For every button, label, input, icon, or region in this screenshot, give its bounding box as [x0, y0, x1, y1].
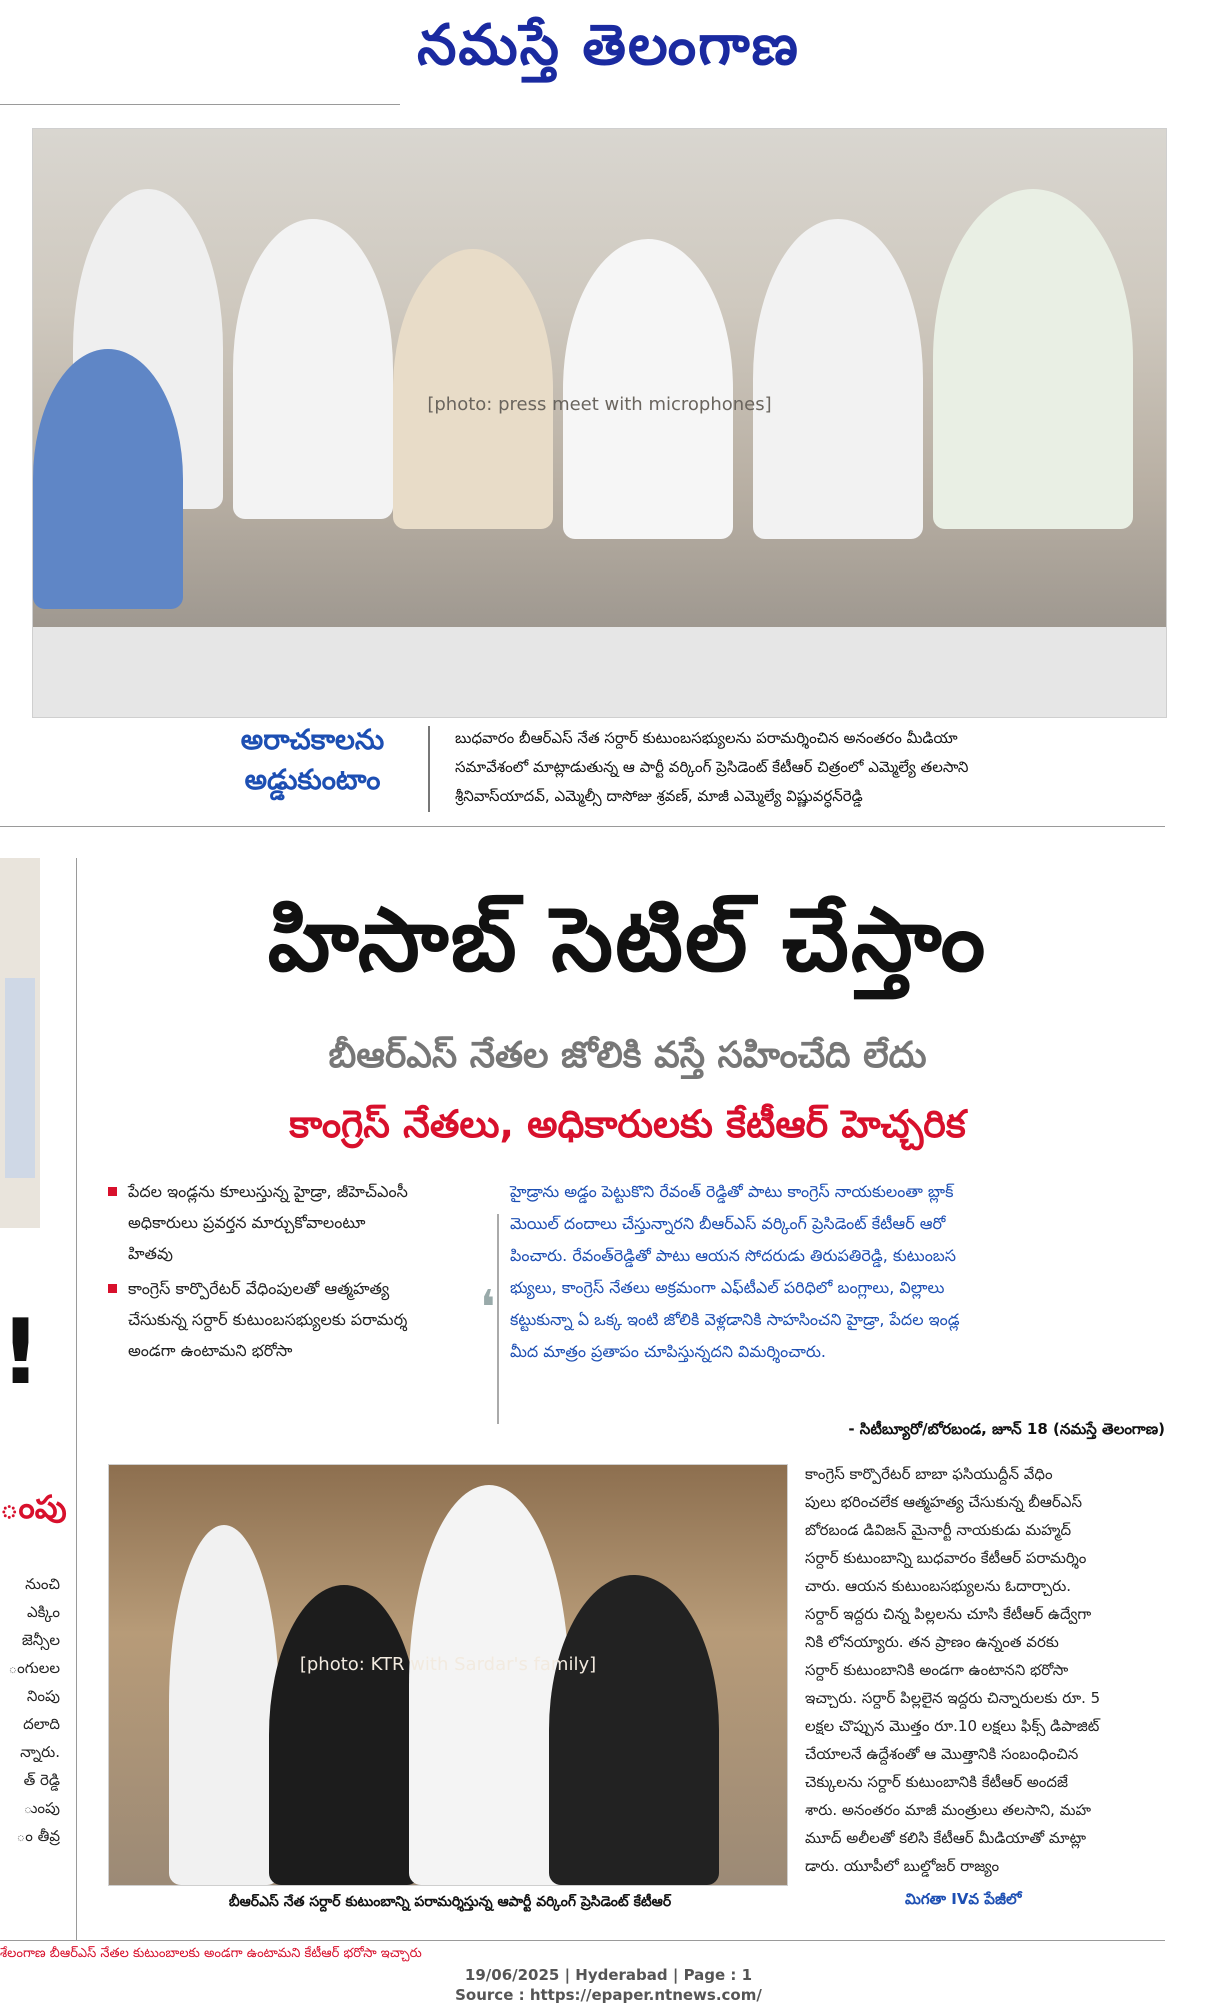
body-line: కాంగ్రెస్ కార్పొరేటర్ బాబా ఫసియుద్దీన్ వేధిం — [805, 1465, 1053, 1483]
family-photo-caption: బీఆర్ఎస్ నేత సర్దార్ కుటుంబాన్ని పరామర్శిస్తున్న ఆపార్టీ వర్కింగ్ ప్రెసిడెంట్ కేటీఆర్ — [228, 1894, 672, 1910]
bullet-list — [108, 1176, 408, 1370]
top-caption-heading — [200, 720, 425, 800]
side-heading-fragment: ంపు — [0, 1488, 67, 1526]
section-rule — [0, 826, 1165, 827]
quote-line: మెయిల్ దందాలు చేస్తున్నారని బీఆర్ఎస్ వర్కింగ్ ప్రెసిడెంట్ కేటీఆర్ ఆరో — [510, 1214, 946, 1233]
side-line: ఎక్కిం — [27, 1603, 60, 1621]
body-line: చారు. ఆయన కుటుంబసభ్యులను ఓదార్చారు. — [805, 1577, 1072, 1595]
quote-line: కట్టుకున్నా ఏ ఒక్క ఇంటి జోలికి వెళ్లడానికి సాహసించని హైడ్రా, పేదల ఇండ్ల — [510, 1310, 960, 1329]
body-line: లక్షల చొప్పున మొత్తం రూ.10 లక్షలు ఫిక్స్ డిపాజిట్ — [805, 1717, 1100, 1735]
side-line: ంగులల — [8, 1659, 60, 1677]
subheadline-red: కాంగ్రెస్ నేతలు, అధికారులకు కేటీఆర్ హెచ్చరిక — [289, 1102, 966, 1146]
caption-line: బుధవారం బీఆర్ఎస్ నేత సర్దార్ కుటుంబసభ్యులను పరామర్శించిన అనంతరం మీడియా — [455, 729, 958, 747]
side-line: ం తీవ్ర — [16, 1827, 60, 1845]
quote-bar — [497, 1214, 499, 1424]
bottom-rule — [0, 1940, 1165, 1941]
teaser-strip: శేలంగాణ బీఆర్ఎస్ నేతల కుటుంబాలకు అండగా ఉంటామని కేటీఆర్ భరోసా ఇచ్చారు — [0, 1946, 422, 1961]
body-line: పులు భరించలేక ఆత్మహత్య చేసుకున్న బీఆర్ఎస్ — [805, 1493, 1082, 1511]
body-line: ఇచ్చారు. సర్దార్ పిల్లలైన ఇద్దరు చిన్నారులకు రూ. 5 — [805, 1689, 1101, 1707]
side-line: నింపు — [26, 1687, 60, 1705]
body-line: బోరబండ డివిజన్ మైనార్టీ నాయకుడు మహ్మద్ — [805, 1521, 1072, 1539]
body-line: చేయాలనే ఉద్దేశంతో ఆ మొత్తానికి సంబంధించిన — [805, 1745, 1079, 1763]
side-line: జెన్సీల — [21, 1631, 60, 1649]
caption-heading-line: అడ్డుకుంటాం — [244, 763, 381, 796]
body-line: సర్దార్ ఇద్దరు చిన్న పిల్లలను చూసి కేటీఆర్ ఉద్వేగా — [805, 1605, 1092, 1623]
side-line: త్ రెడ్డి — [23, 1771, 60, 1789]
caption-line: శ్రీనివాస్‌యాదవ్, ఎమ్మెల్సీ దాసోజు శ్రవణ్, మాజీ ఎమ్మెల్యే విష్ణువర్ధన్‌రెడ్డి — [455, 787, 863, 805]
quote-icon: ❛ — [480, 1280, 496, 1336]
side-line: దలాది — [23, 1715, 60, 1733]
masthead-title: నమస్తే తెలంగాణ — [417, 12, 800, 78]
body-line: సర్దార్ కుటుంబాన్ని బుధవారం కేటీఆర్ పరామర్శిం — [805, 1549, 1087, 1567]
body-line: సర్దార్ కుటుంబానికి అండగా ఉంటానని భరోసా — [805, 1661, 1069, 1679]
bullet-icon — [108, 1284, 117, 1293]
bullet-text: కాంగ్రెస్ కార్పొరేటర్ వేధింపులతో ఆత్మహత్య చేసుకున్న సర్దార్ కుటుంబసభ్యులకు పరామర్శ అండగా ఉంటామని భరోసా — [128, 1279, 408, 1360]
body-line: డారు. యూపీలో బుల్డోజర్ రాజ్యం — [805, 1857, 1000, 1875]
bullet-icon — [108, 1187, 117, 1196]
quote-line: హైడ్రాను అడ్డం పెట్టుకొని రేవంత్ రెడ్డితో పాటు కాంగ్రెస్ నాయకులంతా బ్లాక్ — [510, 1182, 954, 1201]
bullet-item — [108, 1176, 408, 1269]
caption-divider — [428, 726, 430, 812]
subheadline: బీఆర్ఎస్ నేతల జోలికి వస్తే సహించేది లేదు — [328, 1035, 927, 1076]
bullet-item — [108, 1273, 408, 1366]
bullet-text: పేదల ఇండ్లను కూలుస్తున్న హైడ్రా, జీహెచ్ఎంసీ అధికారులు ప్రవర్తన మార్చుకోవాలంటూ హితవు — [128, 1182, 408, 1263]
side-column-text — [0, 1570, 60, 1850]
masthead-rule — [0, 104, 400, 105]
footer-source-link[interactable]: Source : https://epaper.ntnews.com/ — [455, 1986, 762, 2004]
quote-line: మీద మాత్రం ప్రతాపం చూపిస్తున్నదని విమర్శించారు. — [510, 1342, 826, 1361]
body-line: మూద్ అలీలతో కలిసి కేటీఆర్ మీడియాతో మాట్లా — [805, 1829, 1087, 1847]
footer-date-line: 19/06/2025 | Hyderabad | Page : 1 — [464, 1966, 753, 1984]
body-line: శారు. అనంతరం మాజీ మంత్రులు తలసాని, మహ — [805, 1801, 1092, 1819]
byline: - సిటీబ్యూరో/బోరబండ, జూన్ 18 (నమస్తే తెలంగాణ) — [848, 1420, 1165, 1438]
top-news-photo — [32, 128, 1167, 718]
article-body — [805, 1460, 1165, 1880]
side-line: ుంపు — [23, 1799, 60, 1817]
side-photo-fragment — [0, 858, 40, 1228]
main-headline: హిసాబ్ సెటిల్ చేస్తాం — [267, 888, 988, 991]
quote-line: పించారు. రేవంత్‌రెడ్డితో పాటు ఆయన సోదరుడు తిరుపతిరెడ్డి, కుటుంబస — [510, 1246, 957, 1265]
family-photo — [108, 1464, 788, 1886]
side-exclaim: ! — [0, 1300, 42, 1405]
side-line: నుంచి — [25, 1575, 60, 1593]
top-caption-text — [455, 724, 1165, 811]
caption-line: సమావేశంలో మాట్లాడుతున్న ఆ పార్టీ వర్కింగ్ ప్రెసిడెంట్ కేటీఆర్ చిత్రంలో ఎమ్మెల్యే తలసాని — [455, 758, 969, 776]
continued-on-page: మిగతా IVవ పేజీలో — [905, 1890, 1022, 1908]
body-line: నికి లోనయ్యారు. తన ప్రాణం ఉన్నంత వరకు — [805, 1633, 1059, 1651]
column-rule — [76, 858, 77, 1940]
quote-line: భ్యులు, కాంగ్రెస్ నేతలు అక్రమంగా ఎఫ్‌టీఎల్ పరిధిలో బంగ్లాలు, విల్లాలు — [510, 1278, 945, 1297]
family-photo-label: [photo: KTR with Sardar's family] — [299, 1654, 597, 1675]
caption-heading-line: అరాచకాలను — [240, 723, 385, 756]
quote-text — [510, 1176, 1170, 1368]
body-line: చెక్కులను సర్దార్ కుటుంబానికి కేటీఆర్ అందజే — [805, 1773, 1068, 1791]
side-line: న్నారు. — [20, 1743, 60, 1761]
top-photo-label: [photo: press meet with microphones] — [427, 393, 772, 415]
